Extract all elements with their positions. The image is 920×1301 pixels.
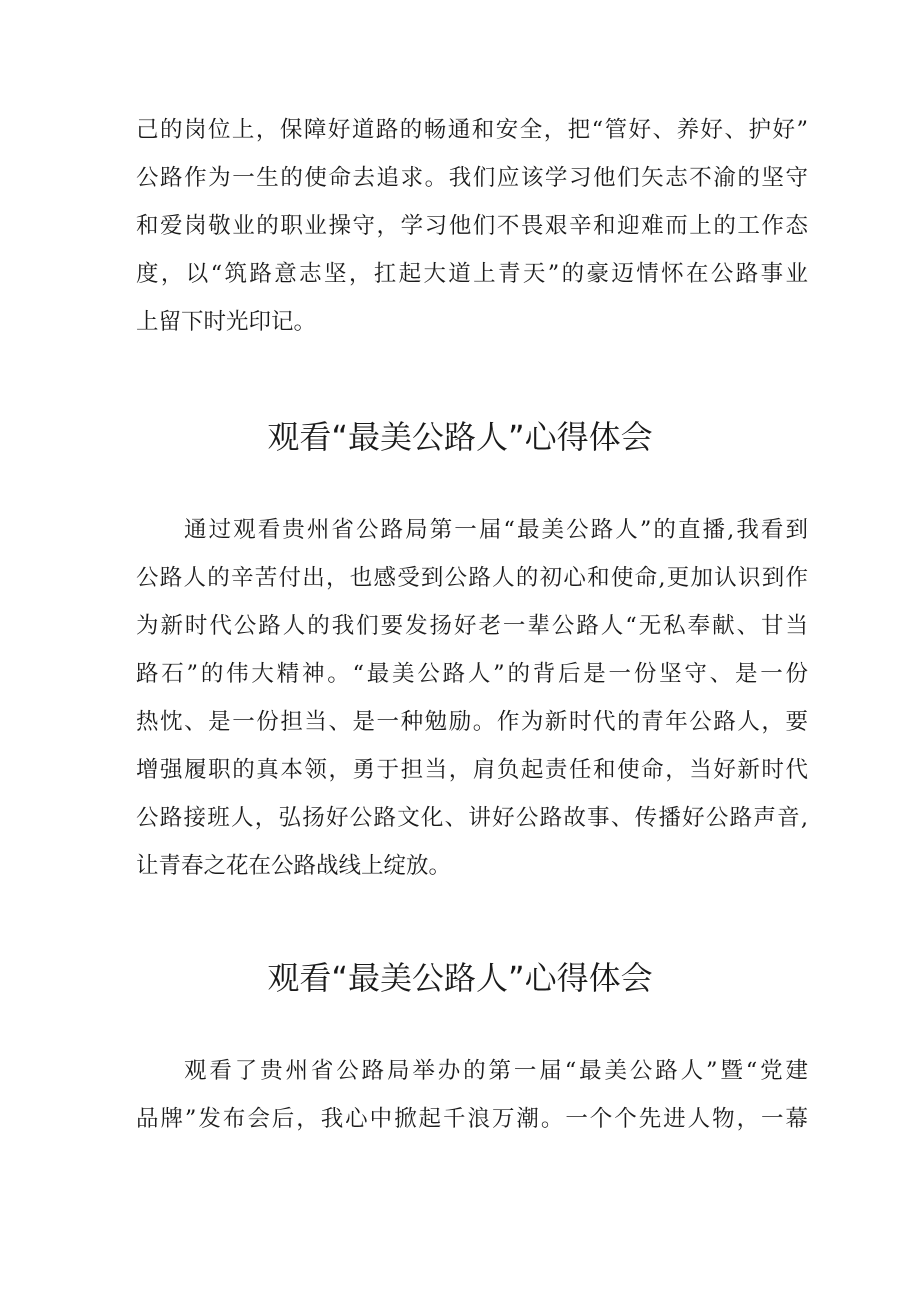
paragraph-line: 路石”的伟大精神。“最美公路人”的背后是一份坚守、是一份: [136, 661, 808, 687]
paragraph-line: 增强履职的真本领，勇于担当，肩负起责任和使命，当好新时代: [136, 757, 808, 783]
section-heading: 观看“最美公路人”心得体会: [267, 959, 653, 997]
paragraph-line: 度，以“筑路意志坚，扛起大道上青天”的豪迈情怀在公路事业: [136, 261, 808, 287]
paragraph-line: 观看了贵州省公路局举办的第一届“最美公路人”暨“党建: [184, 1058, 808, 1084]
paragraph-line: 和爱岗敬业的职业操守，学习他们不畏艰辛和迎难而上的工作态: [136, 213, 808, 239]
paragraph-line: 热忱、是一份担当、是一种勉励。作为新时代的青年公路人，要: [136, 709, 808, 735]
paragraph-line: 品牌”发布会后，我心中掀起千浪万潮。一个个先进人物，一幕: [136, 1106, 808, 1132]
paragraph-line: 公路人的辛苦付出，也感受到公路人的初心和使命,更加认识到作: [136, 565, 808, 591]
paragraph-line: 通过观看贵州省公路局第一届“最美公路人”的直播,我看到: [184, 517, 808, 543]
paragraph-line: 为新时代公路人的我们要发扬好老一辈公路人“无私奉献、甘当: [136, 613, 808, 639]
section-heading: 观看“最美公路人”心得体会: [267, 418, 653, 456]
paragraph-line: 上留下时光印记。: [136, 309, 317, 335]
paragraph-line: 公路接班人，弘扬好公路文化、讲好公路故事、传播好公路声音,: [136, 805, 808, 831]
paragraph-line: 让青春之花在公路战线上绽放。: [136, 853, 452, 879]
paragraph-line: 公路作为一生的使命去追求。我们应该学习他们矢志不渝的坚守: [136, 165, 808, 191]
paragraph-line: 己的岗位上，保障好道路的畅通和安全，把“管好、养好、护好”: [136, 117, 808, 143]
